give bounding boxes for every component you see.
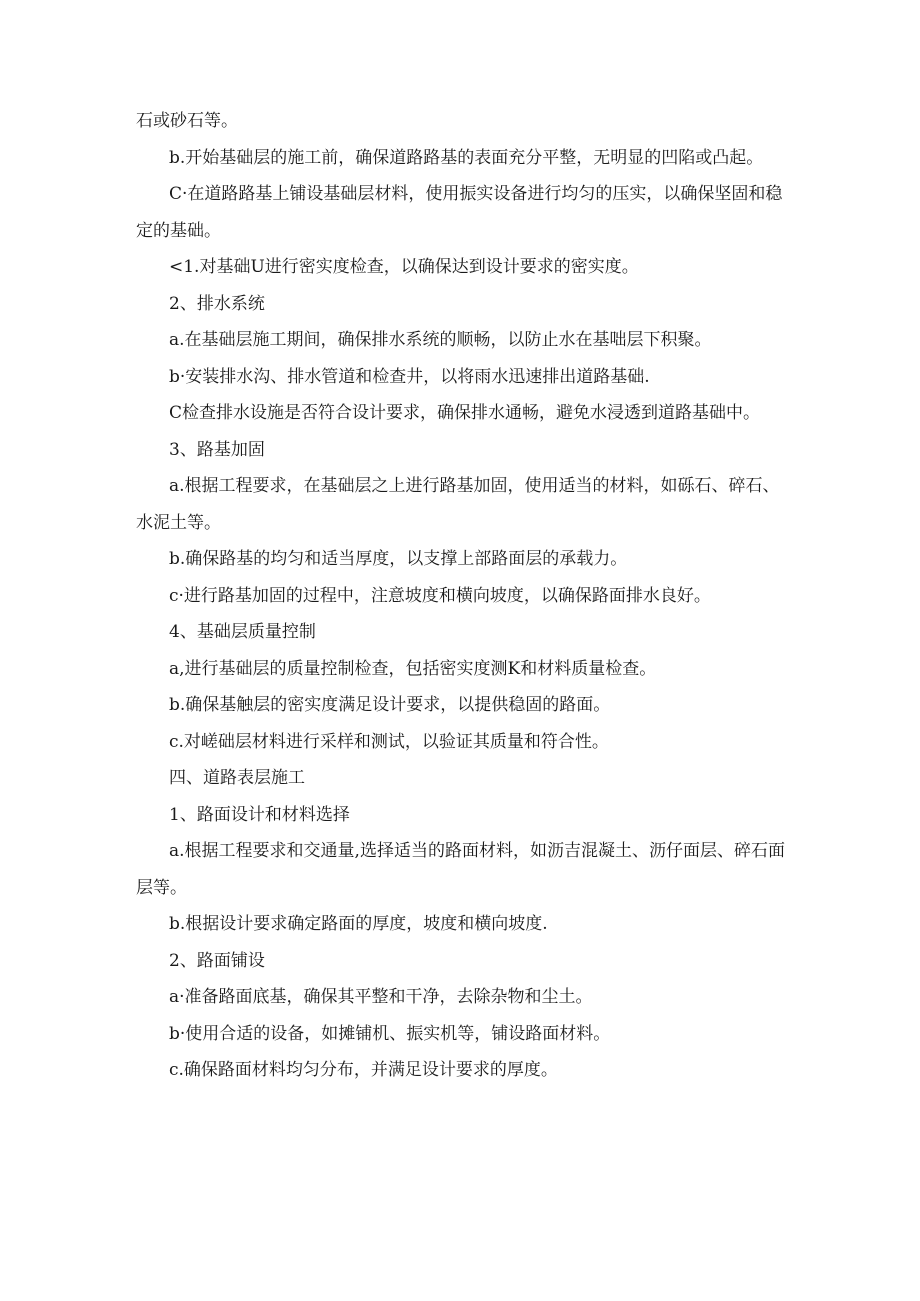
paragraph-item-1b: b.开始基础层的施工前，确保道路路基的表面充分平整，无明显的凹陷或凸起。 xyxy=(169,147,764,168)
paragraph-item-4c: c.对嵯础层材料进行采样和测试，以验证其质量和符合性。 xyxy=(169,731,609,752)
paragraph-item-3c: c·进行路基加固的过程中，注意坡度和横向坡度，以确保路面排水良好。 xyxy=(169,585,711,606)
paragraph-item-s2a: a·准备路面底基，确保其平整和干净，去除杂物和尘土。 xyxy=(169,987,593,1007)
paragraph-item-s1a: a.根据工程要求和交通量,选择适当的路面材料，如沥吉混凝土、沥仔面层、碎石面层等。 xyxy=(136,841,785,898)
paragraph-item-2a: a.在基础层施工期间，确保排水系统的顺畅，以防止水在基咄层下积聚。 xyxy=(169,330,712,350)
section-heading-paving: 2、路面铺设 xyxy=(169,950,265,971)
section-heading-drainage: 2、排水系统 xyxy=(169,293,265,314)
document-body xyxy=(136,103,792,1089)
paragraph-item-4a: a,进行基础层的质量控制检查，包括密实度测K和材料质量检查。 xyxy=(169,658,657,679)
paragraph-item-s1b: b.根据设计要求确定路面的厚度，坡度和横向坡度. xyxy=(169,914,548,934)
chapter-heading-surface-construction: 四、道路表层施工 xyxy=(169,768,305,788)
paragraph-item-3a: a.根据工程要求，在基础层之上进行路基加固，使用适当的材料，如砾石、碎石、水泥土等。 xyxy=(136,476,780,533)
paragraph-item-1d: <1.对基础U进行密实度检查，以确保达到设计要求的密实度。 xyxy=(169,257,639,277)
section-heading-reinforcement: 3、路基加固 xyxy=(169,439,265,460)
paragraph-item-2c: C检查排水设施是否符合设计要求，确保排水通畅，避免水浸透到道路基础中。 xyxy=(169,403,761,423)
paragraph-item-s2b: b·使用合适的设备，如摊铺机、振实机等，铺设路面材料。 xyxy=(169,1023,611,1044)
paragraph-item-1c: C·在道路路基上铺设基础层材料，使用振实设备进行均匀的压实，以确保坚固和稳定的基础。 xyxy=(136,184,783,241)
section-heading-design-materials: 1、路面设计和材料选择 xyxy=(169,804,350,825)
paragraph-item-s2c: c.确保路面材料均匀分布，并满足设计要求的厚度。 xyxy=(169,1060,558,1080)
paragraph-item-3b: b.确保路基的均匀和适当厚度，以支撑上部路面层的承载力。 xyxy=(169,549,628,569)
paragraph-item-2b: b·安装排水沟、排水管道和检查井，以将雨水迅速排出道路基础. xyxy=(169,366,650,387)
paragraph-continuation: 石或砂石等。 xyxy=(136,111,238,131)
paragraph-item-4b: b.确保基触层的密实度满足设计要求，以提供稳固的路面。 xyxy=(169,695,611,715)
section-heading-quality-control: 4、基础层质量控制 xyxy=(169,622,316,642)
